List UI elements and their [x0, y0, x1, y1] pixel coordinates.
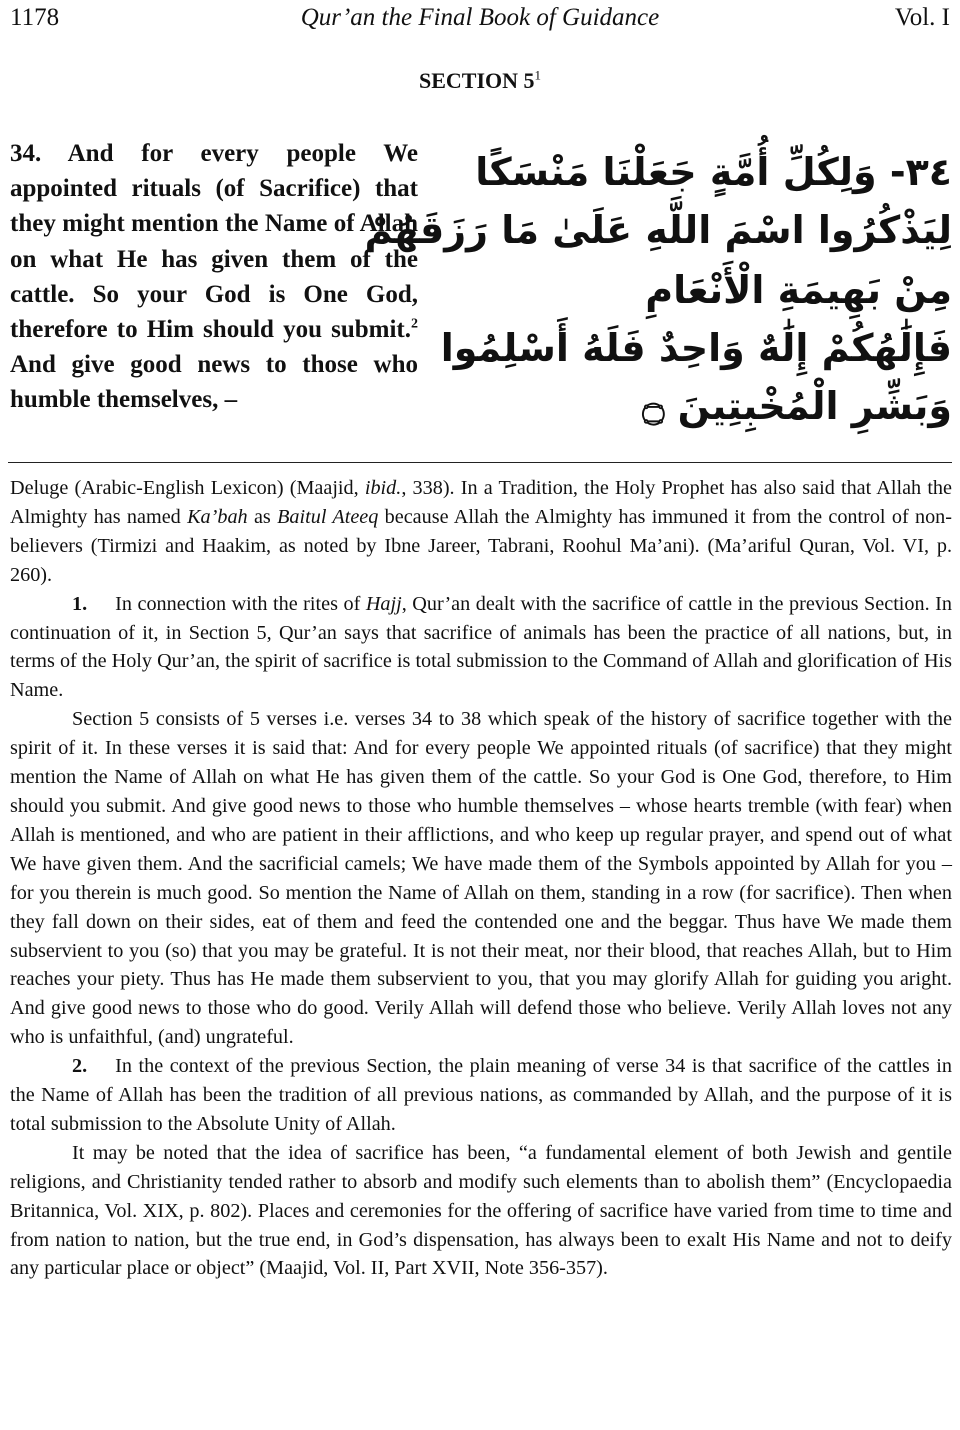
- note-text: Deluge (Arabic-English Lexicon) (Maajid,: [10, 477, 365, 499]
- verse-text-part1: 34. And for every people We appointed rituals (of Sacrifice) that they might mention the Name of Allah on what He has given them of the cattle. So your God is One God, therefore to Him should you submit.: [10, 140, 418, 344]
- arabic-line-3: مِنْ بَهِيمَةِ الْأَنْعَامِ: [645, 268, 952, 312]
- arabic-line-1: ٣٤‑ وَلِكُلِّ أُمَّةٍ جَعَلْنَا مَنْسَكًا: [475, 150, 952, 194]
- note-text: , Qur’an dealt with the sacrifice of cattle in the previous Section. In continuation of it, in Section 5, Qur’an says that sacrifice of animals has been the practice of all nations, but, in terms of the Holy Qur’an, the spirit of sacrifice is total submission to the Command of Allah and glorification of His Name.: [10, 592, 952, 702]
- arabic-line-5: وَبَشِّرِ الْمُخْبِتِينَ ۝: [642, 384, 952, 428]
- note-paragraph-continued: [10, 474, 952, 590]
- arabic-verse: [364, 150, 952, 440]
- note-italic-hajj: Hajj: [365, 592, 402, 615]
- note-italic-ibid: ibid.: [364, 477, 402, 499]
- section-heading: [0, 68, 960, 94]
- note-italic-kabah: Ka’bah: [187, 505, 248, 528]
- note-text: In connection with the rites of: [115, 592, 366, 615]
- note-text: as: [247, 505, 278, 528]
- note-number: 2.: [72, 1055, 88, 1078]
- verse-footnote-marker: 2: [411, 316, 418, 332]
- book-title: Qur’an the Final Book of Guidance: [300, 4, 660, 31]
- section-title-text: SECTION 5: [418, 68, 535, 93]
- page-number: 1178: [10, 4, 60, 31]
- commentary-notes: [10, 474, 952, 1283]
- verse-text-part2: And give good news to those who humble themselves, –: [10, 351, 418, 414]
- section-footnote-marker: 1: [534, 67, 542, 83]
- note-2-continued: It may be noted that the idea of sacrifice has been, “a fundamental element of both Jewish and gentile religions, and Christianity tended rather to absorb and modify such elements than to abolish them” (Encyclopaedia Britannica, Vol. XIX, p. 802). Places and ceremonies for the offering of sacrifice have varied from time to time and from nation to nation, but the true end, in God’s dispensation, has always been to exalt His Name and not to deify any particular place or object” (Maajid, Vol. II, Part XVII, Note 356-357).: [10, 1141, 952, 1280]
- note-text: In the context of the previous Section, the plain meaning of verse 34 is that sacrifice of the cattles in the Name of Allah has been the tradition of all previous nations, as commanded by Allah, and the purpose of it is total submission to the Absolute Unity of Allah.: [10, 1055, 952, 1135]
- page-header: [0, 0, 960, 40]
- note-text: because Allah the Almighty has immuned it from the control of non-believers (Tirmizi and Haakim, as noted by Ibne Jareer, Tabrani, Roohul Ma’ani). (Ma’ariful Quran, Vol. VI, p. 260).: [10, 505, 952, 586]
- note-italic-baitul-ateeq: Baitul Ateeq: [277, 505, 379, 528]
- note-text: , 338). In a Tradition, the Holy Prophet has also said that Allah the Almighty has named: [10, 477, 952, 528]
- arabic-line-4: فَإِلَٰهُكُمْ إِلَٰهٌ وَاحِدٌ فَلَهُ أَسْلِمُوا: [440, 326, 952, 370]
- arabic-line-2: لِيَذْكُرُوا اسْمَ اللَّهِ عَلَىٰ مَا رَزَقَهُمْ: [364, 208, 952, 252]
- volume-label: Vol. I: [894, 4, 950, 31]
- note-2: [10, 1052, 952, 1139]
- footnote-divider: [8, 462, 952, 463]
- note-number: 1.: [72, 592, 88, 615]
- note-1: [10, 590, 952, 706]
- note-1-continued: Section 5 consists of 5 verses i.e. verses 34 to 38 which speak of the history of sacrifice together with the spirit of it. In these verses it is said that: And for every people We appointed rituals (of sacrifice) that they might mention the Name of Allah on what He has given them of the cattle. So your God is One God, therefore, to Him should you submit. And give good news to those who humble themselves – whose hearts tremble (with fear) when Allah is mentioned, and who are patient in their afflictions, and who keep up regular prayer, and spend out of what We have given them. And the sacrificial camels; We have made them of the Symbols appointed by Allah for you – for you therein is much good. So mention the Name of Allah on them, standing in a row (for sacrifice). Then when they fall down on their sides, eat of them and feed the contended one and the beggar. Thus have We made them subservient to you (so) that you may be grateful. It is not their meat, nor their blood, that reaches Allah, but to Him reaches your piety. Thus has He made them subservient to you, that you may glorify Allah for guiding you aright. And give good news to those who do good. Verily Allah will defend those who believe. Verily Allah loves not any who is unfaithful, (and) ungrateful.: [10, 708, 952, 1049]
- verse-translation: [10, 136, 418, 418]
